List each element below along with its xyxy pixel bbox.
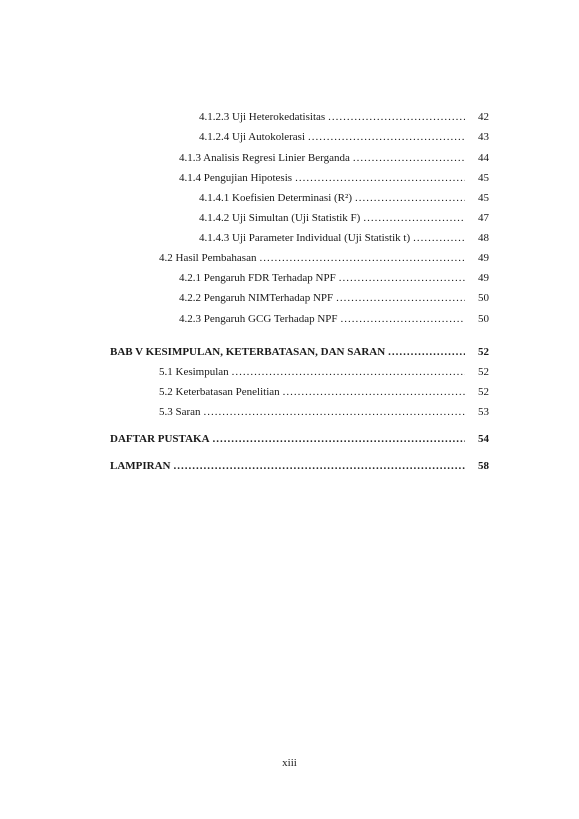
toc-entry[interactable] (159, 251, 489, 265)
toc-entry-label: 4.1.2.4 Uji Autokolerasi (199, 131, 306, 143)
dot-leader (259, 251, 465, 265)
toc-chapter-entry[interactable] (110, 459, 489, 473)
toc-entry-label: 5.3 Saran (159, 406, 201, 418)
toc-entry[interactable] (159, 365, 489, 379)
toc-entry[interactable] (199, 191, 489, 205)
toc-entry-label: LAMPIRAN (110, 460, 171, 472)
toc-entry-label: 4.2.1 Pengaruh FDR Terhadap NPF (179, 272, 336, 284)
toc-entry-page: 52 (478, 366, 489, 378)
toc-entry-label: 4.1.4.1 Koefisien Determinasi (R²) (199, 192, 352, 204)
toc-entry[interactable] (179, 271, 489, 285)
dot-leader (174, 459, 466, 473)
toc-entry[interactable] (199, 231, 489, 245)
toc-entry-label: 4.1.4 Pengujian Hipotesis (179, 172, 293, 184)
dot-leader (341, 312, 465, 326)
dot-leader (336, 291, 465, 305)
toc-entry-label: BAB V KESIMPULAN, KETERBATASAN, DAN SARAN (110, 346, 386, 358)
toc-entry-page: 54 (478, 433, 489, 445)
toc-entry-page: 43 (478, 131, 489, 143)
toc-entry-label: 5.2 Keterbatasan Penelitian (159, 386, 280, 398)
toc-entry[interactable] (199, 130, 489, 144)
page-number-footer: xiii (282, 757, 297, 769)
dot-leader (283, 385, 465, 399)
toc-entry[interactable] (179, 291, 489, 305)
dot-leader (204, 405, 465, 419)
toc-entry-label: 4.2.3 Pengaruh GCG Terhadap NPF (179, 313, 338, 325)
toc-entry[interactable] (159, 385, 489, 399)
toc-entry-label: 4.2 Hasil Pembahasan (159, 252, 257, 264)
dot-leader (355, 191, 465, 205)
toc-entry-label: 5.1 Kesimpulan (159, 366, 229, 378)
toc-entry-page: 44 (478, 152, 489, 164)
toc-entry-page: 42 (478, 111, 489, 123)
toc-entry[interactable] (199, 211, 489, 225)
dot-leader (353, 151, 465, 165)
toc-entry[interactable] (159, 405, 489, 419)
toc-entry-page: 47 (478, 212, 489, 224)
toc-entry[interactable] (179, 151, 489, 165)
dot-leader (328, 110, 465, 124)
toc-entry-label: DAFTAR PUSTAKA (110, 433, 210, 445)
toc-entry-page: 50 (478, 313, 489, 325)
toc-entry-page: 45 (478, 172, 489, 184)
dot-leader (308, 130, 465, 144)
toc-entry-label: 4.1.4.2 Uji Simultan (Uji Statistik F) (199, 212, 361, 224)
toc-entry-page: 52 (478, 386, 489, 398)
dot-leader (363, 211, 465, 225)
toc-entry-page: 49 (478, 252, 489, 264)
dot-leader (413, 231, 465, 245)
toc-entry[interactable] (199, 110, 489, 124)
dot-leader (295, 171, 465, 185)
dot-leader (213, 432, 465, 446)
toc-entry-page: 52 (478, 346, 489, 358)
toc-entry-page: 49 (478, 272, 489, 284)
toc-entry-page: 53 (478, 406, 489, 418)
toc-entry-label: 4.1.4.3 Uji Parameter Individual (Uji Statistik t) (199, 232, 411, 244)
toc-entry-page: 50 (478, 292, 489, 304)
toc-chapter-entry[interactable] (110, 432, 489, 446)
toc-entry-page: 45 (478, 192, 489, 204)
toc-entry-label: 4.2.2 Pengaruh NIMTerhadap NPF (179, 292, 334, 304)
dot-leader (339, 271, 465, 285)
dot-leader (388, 345, 465, 359)
toc-chapter-entry[interactable] (110, 345, 489, 359)
toc-entry[interactable] (179, 312, 489, 326)
toc-entry-page: 58 (478, 460, 489, 472)
dot-leader (232, 365, 465, 379)
toc-entry-page: 48 (478, 232, 489, 244)
toc-entry-label: 4.1.2.3 Uji Heterokedatisitas (199, 111, 326, 123)
toc-entry-label: 4.1.3 Analisis Regresi Linier Berganda (179, 152, 350, 164)
toc-entry[interactable] (179, 171, 489, 185)
